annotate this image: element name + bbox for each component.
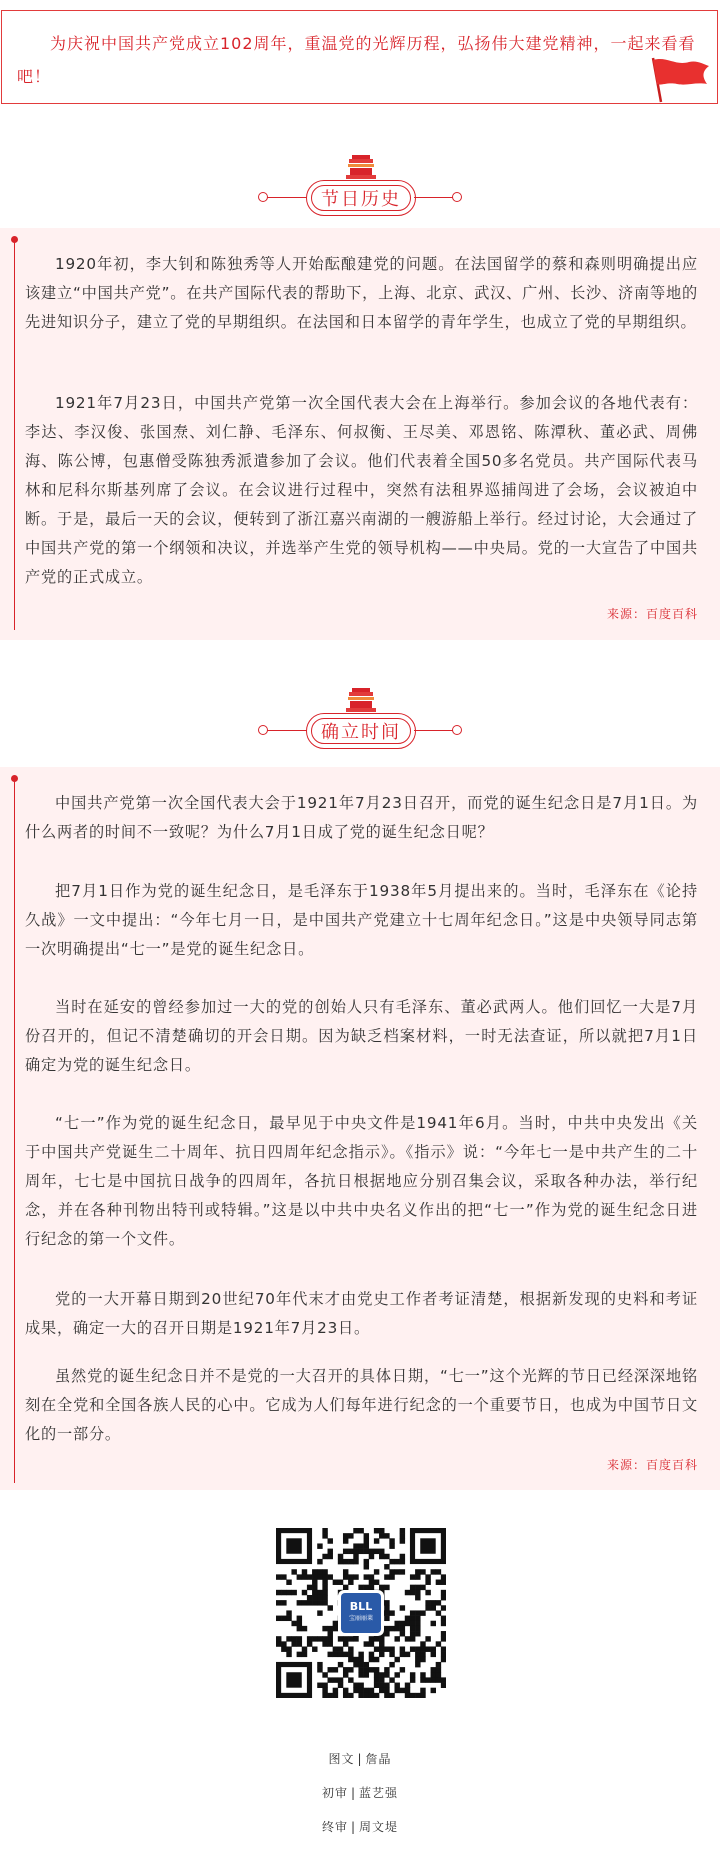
paragraph: “七一”作为党的诞生纪念日，最早见于中央文件是1941年6月。当时，中共中央发出《关于中国共产党诞生二十周年、抗日四周年纪念指示》。《指示》说：“今年七一是中共产生的二十周年，七七是中国抗日战争的四周年，各抗日根据地应分别召集会议，采取各种办法，举行纪念，并在各种刊物出特刊或特辑。”这是以中共中央名义作出的把“七一”作为党的诞生纪念日进行纪念的第一个文件。 (25, 1114, 698, 1248)
credit-role: 终审 (321, 1820, 348, 1834)
brand-logo-text: BLL (349, 1600, 373, 1613)
source-label: 来源：百度百科 (606, 1458, 698, 1472)
header-line-left (267, 197, 307, 198)
section-header-date (0, 688, 720, 758)
header-dot-left (258, 192, 268, 202)
panel-line (14, 240, 15, 630)
credit-line: 初审 | 蓝艺强 (321, 1786, 399, 1800)
paragraph: 中国共产党第一次全国代表大会于1921年7月23日召开，而党的诞生纪念日是7月1日。为什么两者的时间不一致呢？为什么7月1日成了党的诞生纪念日呢？ (25, 794, 698, 841)
date-panel (0, 767, 720, 1490)
section-title: 节日历史 (311, 185, 411, 211)
credit-role: 初审 (321, 1786, 348, 1800)
header-dot-right (452, 192, 462, 202)
qr-code (276, 1528, 446, 1698)
tiananmen-icon (346, 155, 376, 181)
paragraph: 党的一大开幕日期到20世纪70年代末才由党史工作者考证清楚，根据新发现的史料和考证成果，确定一大的召开日期是1921年7月23日。 (25, 1290, 698, 1337)
brand-logo (338, 1590, 384, 1636)
header-line-right (414, 197, 454, 198)
source-label: 来源：百度百科 (606, 607, 698, 621)
credit-name: 蓝艺强 (359, 1786, 399, 1800)
paragraph: 把7月1日作为党的诞生纪念日，是毛泽东于1938年5月提出来的。当时，毛泽东在《论持久战》一文中提出：“今年七月一日，是中国共产党建立十七周年纪念日。”这是中央领导同志第一次明确提出“七一”是党的诞生纪念日。 (25, 882, 698, 958)
history-panel (0, 228, 720, 640)
credit-name: 詹晶 (365, 1752, 392, 1766)
section-header-history (0, 155, 720, 225)
header-dot-right (452, 725, 462, 735)
section-title-pill (306, 713, 416, 749)
brand-logo-subtext: 宝丽丽莱 (348, 1615, 373, 1622)
header-line-right (414, 730, 454, 731)
credit-name: 周文堤 (359, 1820, 399, 1834)
intro-box (1, 10, 718, 104)
panel-line (14, 779, 15, 1483)
credit-line: 图文 | 詹晶 (328, 1752, 392, 1766)
credit-role: 图文 (328, 1752, 355, 1766)
paragraph: 当时在延安的曾经参加过一大的党的创始人只有毛泽东、董必武两人。他们回忆一大是7月份召开的，但记不清楚确切的开会日期。因为缺乏档案材料，一时无法查证，所以就把7月1日确定为党的诞生纪念日。 (25, 998, 698, 1074)
tiananmen-icon (346, 688, 376, 714)
red-flag-icon (649, 56, 711, 104)
paragraph: 虽然党的诞生纪念日并不是党的一大召开的具体日期，“七一”这个光辉的节日已经深深地铭刻在全党和全国各族人民的心中。它成为人们每年进行纪念的一个重要节日，也成为中国节日文化的一部分。 (25, 1367, 698, 1443)
header-dot-left (258, 725, 268, 735)
section-title: 确立时间 (311, 718, 411, 744)
credit-line: 终审 | 周文堤 (321, 1820, 399, 1834)
paragraph: 1921年7月23日，中国共产党第一次全国代表大会在上海举行。参加会议的各地代表有：李达、李汉俊、张国焘、刘仁静、毛泽东、何叔衡、王尽美、邓恩铭、陈潭秋、董必武、周佛海、陈公博，包惠僧受陈独秀派遣参加了会议。他们代表着全国50多名党员。共产国际代表马林和尼科尔斯基列席了会议。在会议进行过程中，突然有法租界巡捕闯进了会场，会议被迫中断。于是，最后一天的会议，便转到了浙江嘉兴南湖的一艘游船上举行。经过讨论，大会通过了中国共产党的第一个纲领和决议，并选举产生党的领导机构——中央局。党的一大宣告了中国共产党的正式成立。 (25, 394, 698, 586)
section-title-pill (306, 180, 416, 216)
header-line-left (267, 730, 307, 731)
paragraph: 1920年初，李大钊和陈独秀等人开始酝酿建党的问题。在法国留学的蔡和森则明确提出应该建立“中国共产党”。在共产国际代表的帮助下，上海、北京、武汉、广州、长沙、济南等地的先进知识分子，建立了党的早期组织。在法国和日本留学的青年学生，也成立了党的早期组织。 (25, 255, 698, 331)
intro-text: 为庆祝中国共产党成立102周年，重温党的光辉历程，弘扬伟大建党精神，一起来看看吧！ (17, 34, 696, 86)
